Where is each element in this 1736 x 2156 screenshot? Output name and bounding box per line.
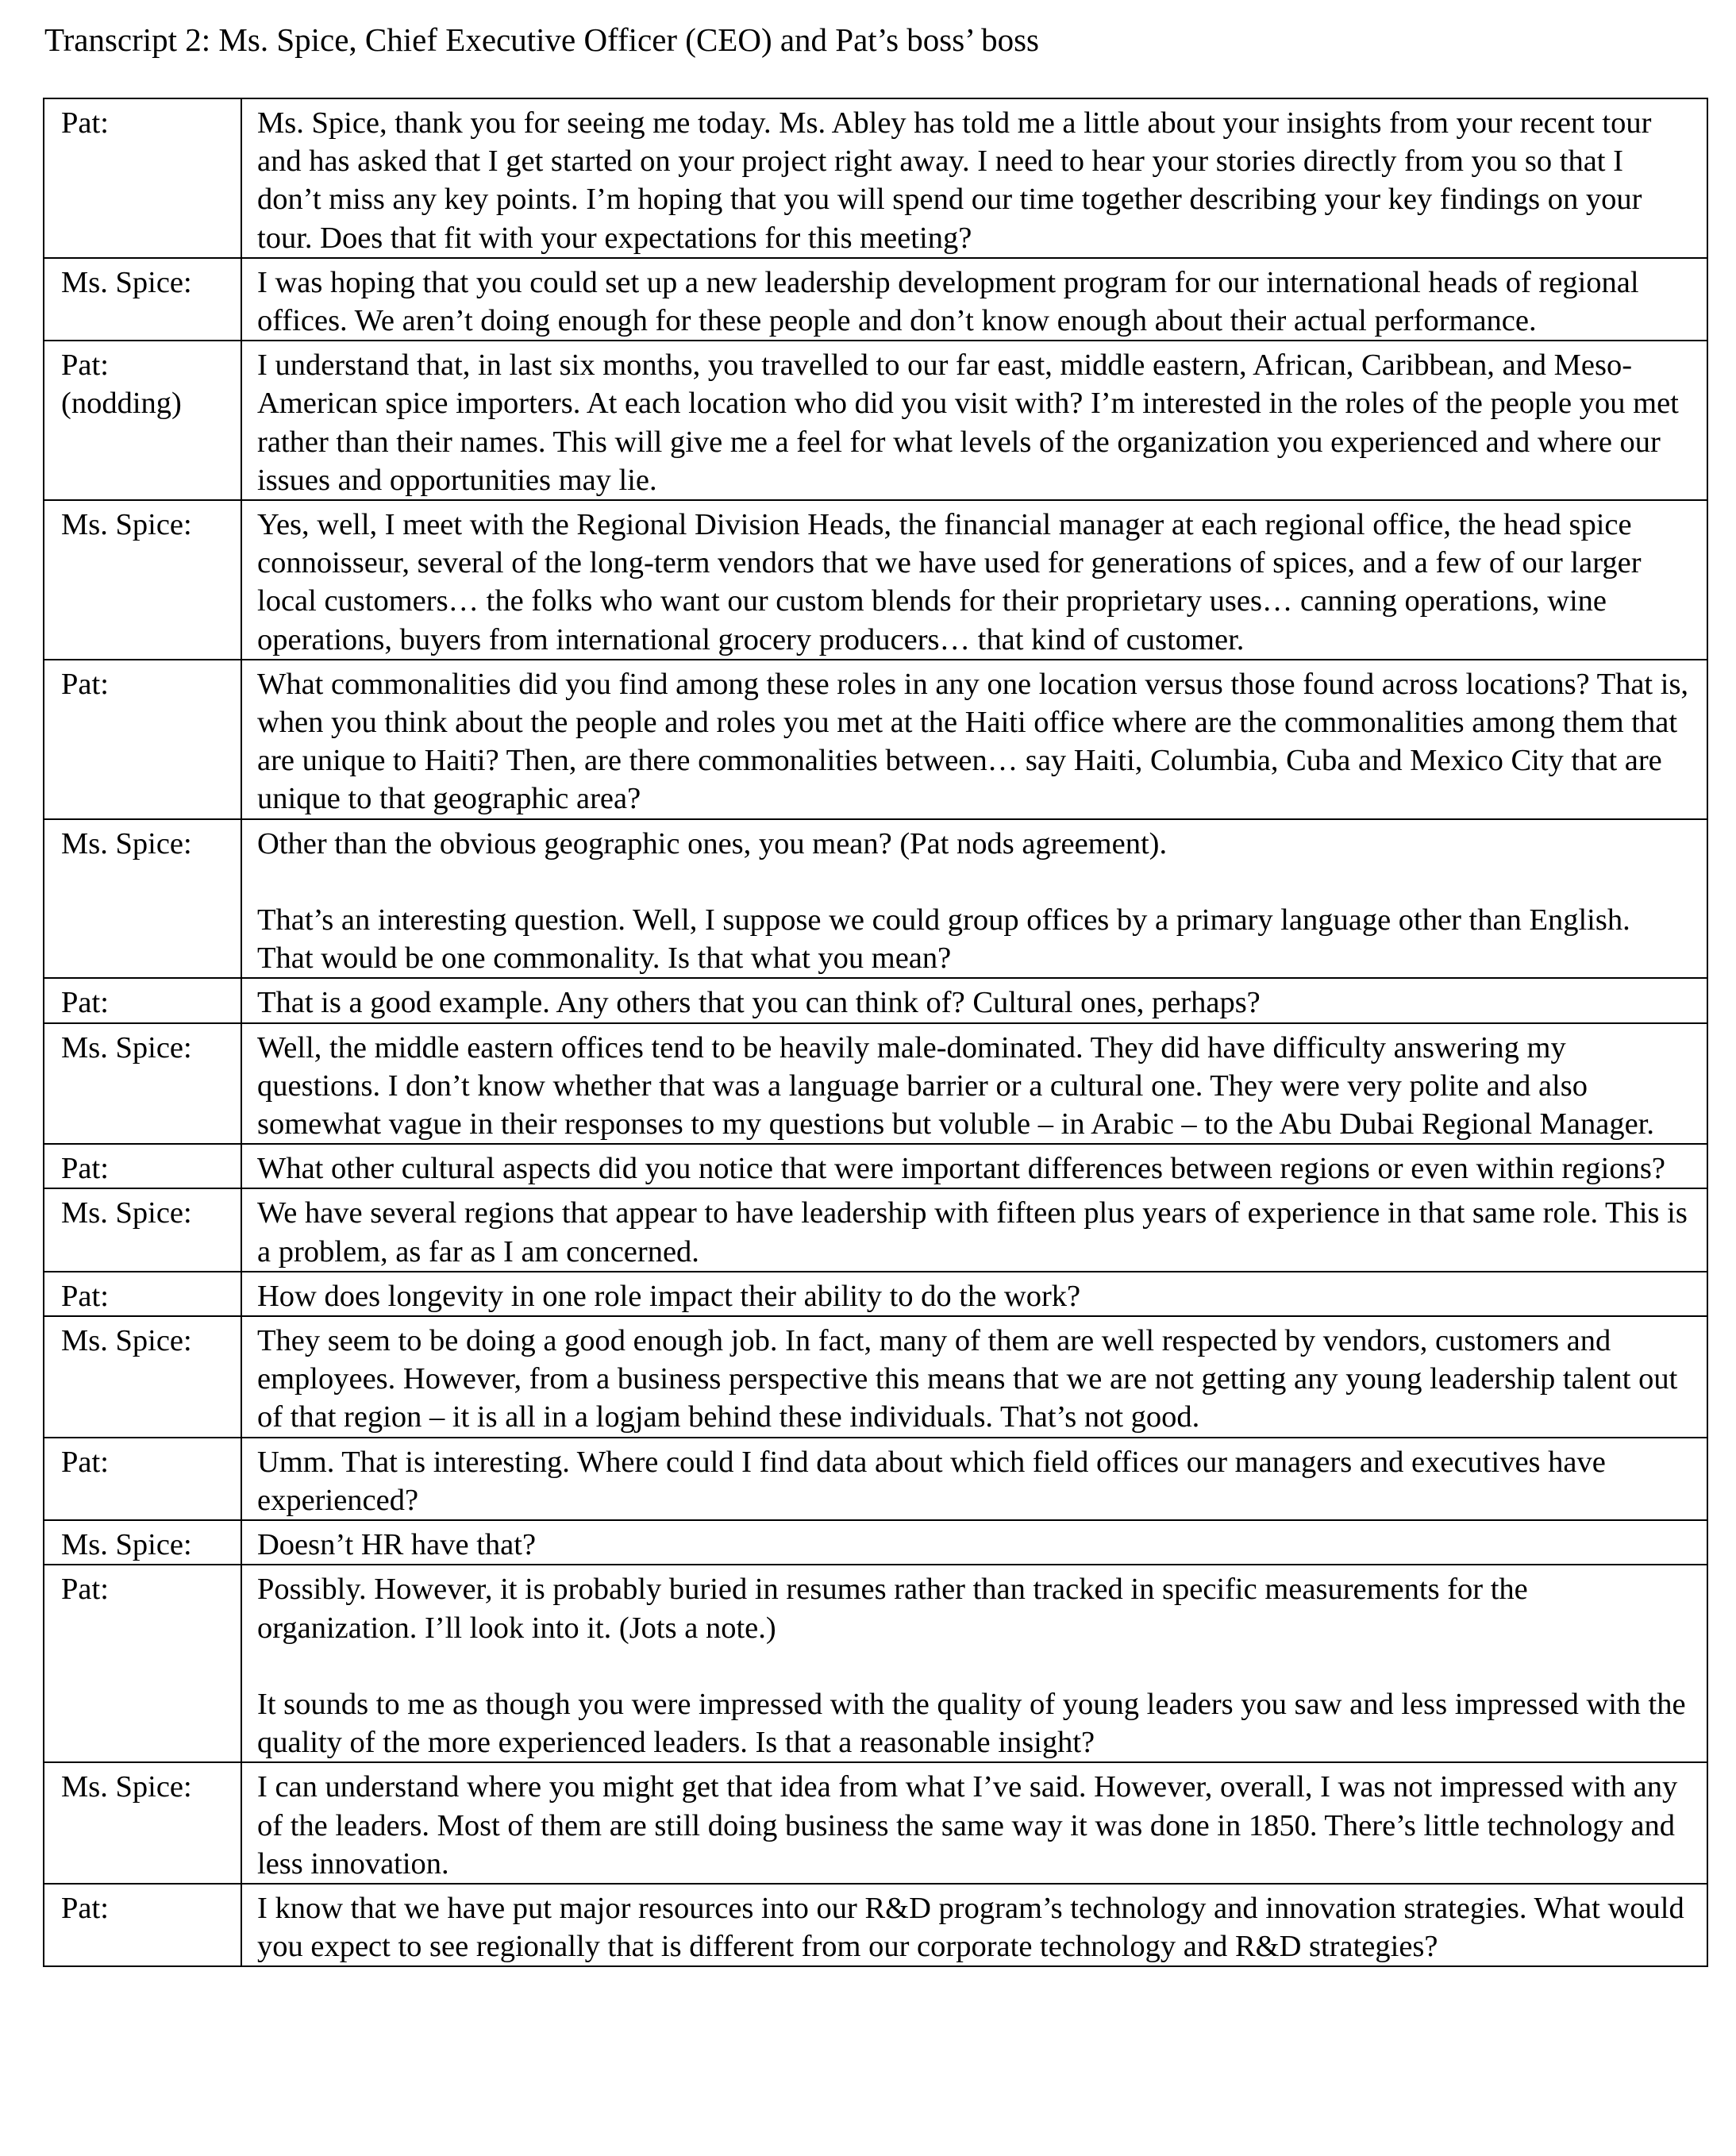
transcript-row [44,1565,1707,1762]
dialogue-paragraph: We have several regions that appear to have leadership with fifteen plus years of experience in that same role. This is a problem, as far as I am concerned. [257,1196,1688,1269]
dialogue-cell [241,1565,1707,1762]
dialogue-paragraph: It sounds to me as though you were impressed with the quality of young leaders you saw and less impressed with the quality of the more experienced leaders. Is that a reasonable insight? [257,1687,1686,1760]
speaker-cell: Ms. Spice: [44,258,241,341]
dialogue-paragraph: I can understand where you might get that idea from what I’ve said. However, overall, I was not impressed with any of the leaders. Most of them are still doing business the same way it was done in 1850. There’s little technology and less innovation. [257,1770,1678,1881]
dialogue-paragraph: Ms. Spice, thank you for seeing me today. Ms. Abley has told me a little about your insights from your recent tour and has asked that I get started on your project right away. I need to hear your stories directly from you so that I don’t miss any key points. I’m hoping that you will spend our time together describing your key findings on your tour. Does that fit with your expectations for this meeting? [257,106,1652,255]
dialogue-paragraph: Doesn’t HR have that? [257,1528,537,1562]
dialogue-cell [241,1023,1707,1145]
transcript-row [44,1762,1707,1884]
dialogue-paragraph: What other cultural aspects did you notice that were important differences between regions or even within regions? [257,1152,1665,1186]
dialogue-cell [241,1438,1707,1520]
dialogue-cell [241,1316,1707,1438]
dialogue-cell [241,1884,1707,1966]
speaker-cell: Ms. Spice: [44,819,241,979]
dialogue-cell [241,1762,1707,1884]
dialogue-cell [241,819,1707,979]
dialogue-paragraph: How does longevity in one role impact their ability to do the work? [257,1279,1081,1313]
dialogue-cell [241,978,1707,1022]
speaker-cell: Pat: (nodding) [44,341,241,500]
transcript-row [44,1438,1707,1520]
speaker-cell: Pat: [44,1565,241,1762]
speaker-cell: Pat: [44,98,241,258]
dialogue-paragraph: Yes, well, I meet with the Regional Division Heads, the financial manager at each regional office, the head spice connoisseur, several of the long-term vendors that we have used for generations of spices, and a few of our larger local customers… the folks who want our custom blends for their proprietary uses… canning operations, wine operations, buyers from international grocery producers… that kind of customer. [257,508,1642,656]
transcript-row [44,660,1707,819]
transcript-row [44,1884,1707,1966]
speaker-cell: Pat: [44,1884,241,1966]
speaker-cell: Pat: [44,1438,241,1520]
transcript-row [44,1272,1707,1316]
dialogue-paragraph: They seem to be doing a good enough job. In fact, many of them are well respected by vendors, customers and employees. However, from a business perspective this means that we are not getting any young leadership talent out of that region – it is all in a logjam behind these individuals. That’s not good. [257,1324,1678,1434]
transcript-row [44,1023,1707,1145]
dialogue-paragraph: I was hoping that you could set up a new leadership development program for our international heads of regional offices. We aren’t doing enough for these people and don’t know enough about their actual performance. [257,265,1639,338]
dialogue-cell [241,258,1707,341]
dialogue-cell [241,1188,1707,1271]
dialogue-cell [241,1520,1707,1565]
dialogue-paragraph: Well, the middle eastern offices tend to be heavily male-dominated. They did have difficulty answering my questions. I don’t know whether that was a language barrier or a cultural one. They were very polite and also somewhat vague in their responses to my questions but voluble – in Arabic – to the Abu Dubai Regional Manager. [257,1030,1655,1142]
transcript-row [44,1188,1707,1271]
transcript-row [44,341,1707,500]
dialogue-paragraph: Possibly. However, it is probably buried in resumes rather than tracked in specific measurements for the organization. I’ll look into it. (Jots a note.) [257,1573,1528,1645]
speaker-cell: Pat: [44,1272,241,1316]
transcript-row [44,819,1707,979]
dialogue-paragraph: What commonalities did you find among these roles in any one location versus those found across locations? That is, when you think about the people and roles you met at the Haiti office where are the commonalities among them that are unique to Haiti? Then, are there commonalities between… say Haiti, Columbia, Cuba and Mexico City that are unique to that geographic area? [257,667,1689,816]
transcript-row [44,1316,1707,1438]
transcript-row [44,258,1707,341]
speaker-cell: Ms. Spice: [44,1762,241,1884]
dialogue-paragraph: That is a good example. Any others that you can think of? Cultural ones, perhaps? [257,986,1261,1020]
dialogue-cell [241,660,1707,819]
transcript-body [44,98,1707,1966]
speaker-cell: Pat: [44,1144,241,1188]
speaker-cell: Ms. Spice: [44,1316,241,1438]
dialogue-paragraph: Umm. That is interesting. Where could I find data about which field offices our managers and executives have experienced? [257,1445,1606,1517]
transcript-row [44,98,1707,258]
speaker-cell: Ms. Spice: [44,500,241,660]
dialogue-cell [241,1144,1707,1188]
transcript-table [43,98,1708,1967]
speaker-cell: Ms. Spice: [44,1023,241,1145]
transcript-row [44,1520,1707,1565]
transcript-row [44,500,1707,660]
speaker-cell: Ms. Spice: [44,1520,241,1565]
speaker-cell: Pat: [44,660,241,819]
transcript-row [44,1144,1707,1188]
dialogue-cell [241,98,1707,258]
speaker-cell: Pat: [44,978,241,1022]
dialogue-paragraph: I know that we have put major resources into our R&D program’s technology and innovation strategies. What would you expect to see regionally that is different from our corporate technology and R&D strategies? [257,1891,1684,1964]
dialogue-cell [241,500,1707,660]
page-title: Transcript 2: Ms. Spice, Chief Executive Officer (CEO) and Pat’s boss’ boss [44,21,1039,58]
speaker-cell: Ms. Spice: [44,1188,241,1271]
dialogue-paragraph: Other than the obvious geographic ones, you mean? (Pat nods agreement). [257,826,1168,860]
dialogue-cell [241,1272,1707,1316]
transcript-row [44,978,1707,1022]
dialogue-paragraph: I understand that, in last six months, you travelled to our far east, middle eastern, African, Caribbean, and Meso-American spice importers. At each location who did you visit with? I’m interested in the roles of the people you met rather than their names. This will give me a feel for what levels of the organization you experienced and where our issues and opportunities may lie. [257,348,1679,497]
dialogue-paragraph: That’s an interesting question. Well, I suppose we could group offices by a primary language other than English. That would be one commonality. Is that what you mean? [257,903,1630,976]
dialogue-cell [241,341,1707,500]
